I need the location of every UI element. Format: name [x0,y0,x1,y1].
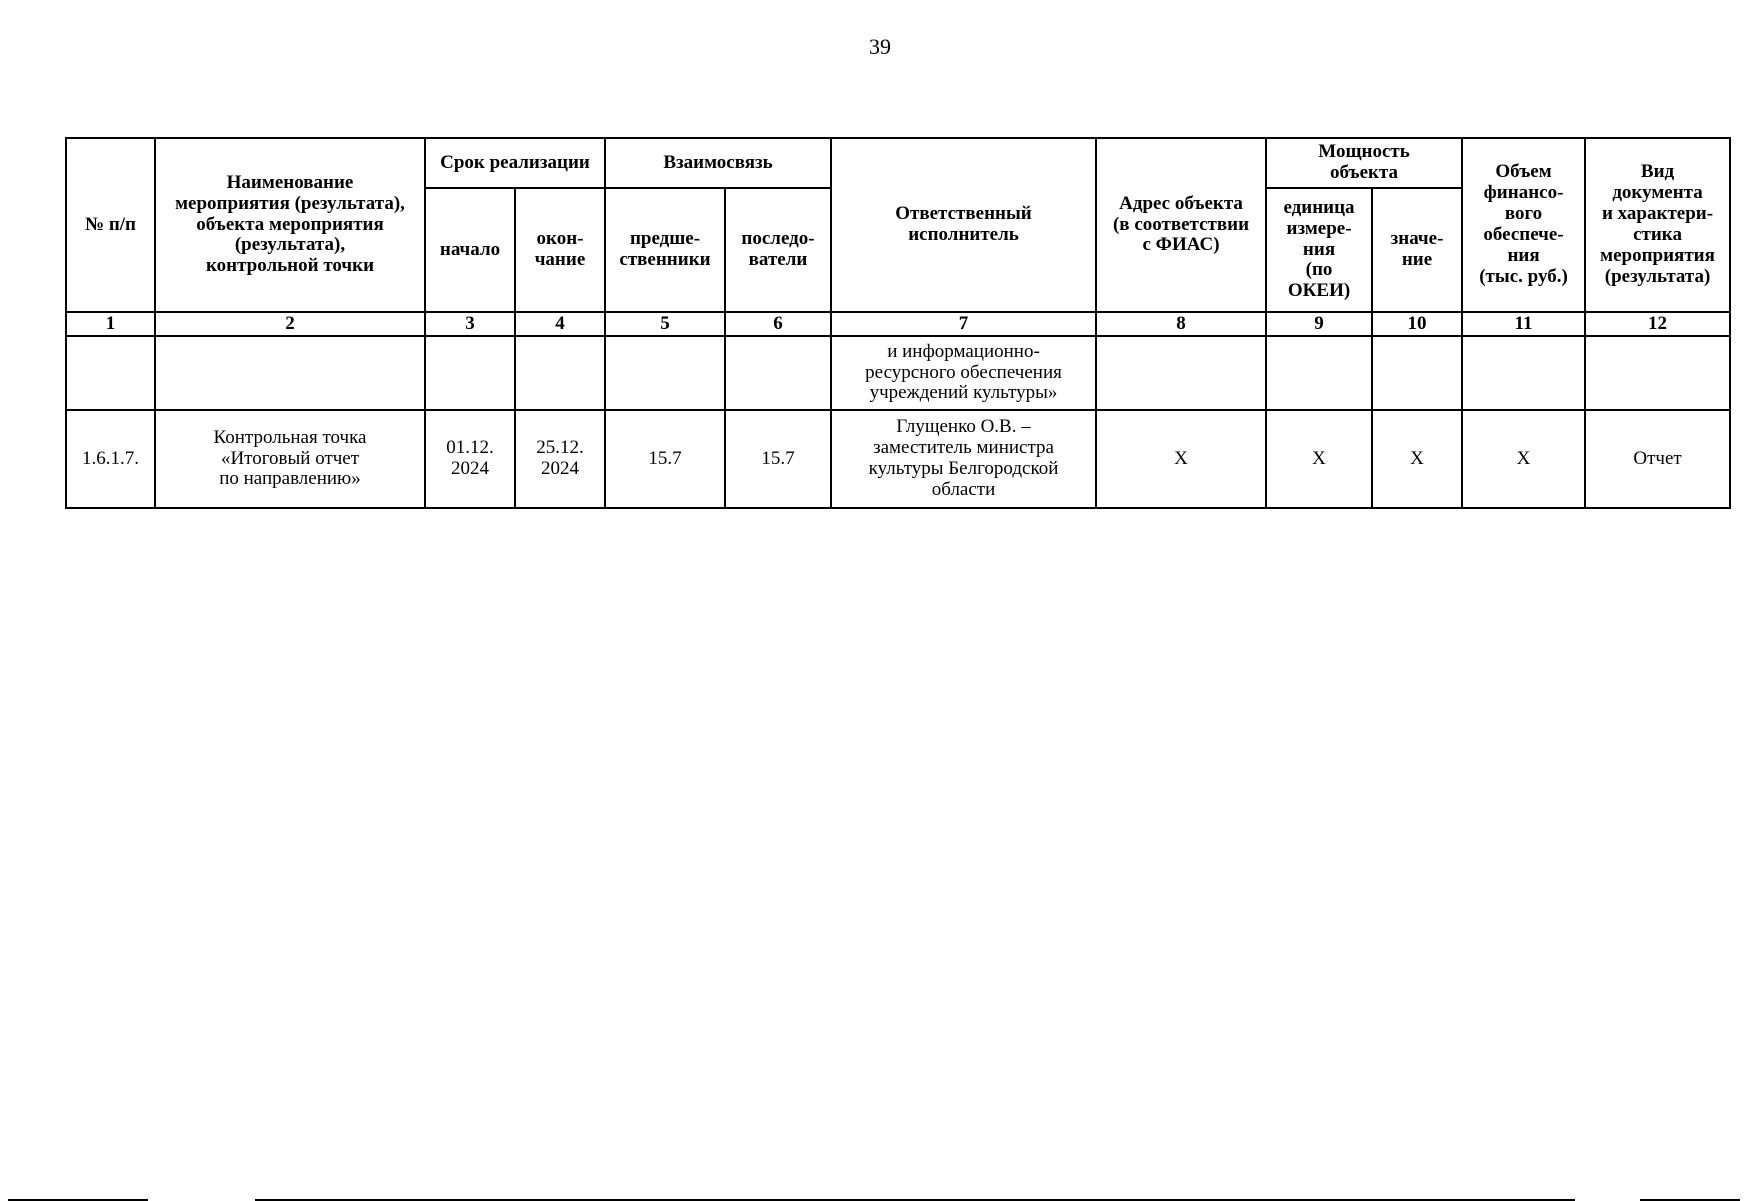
column-number: 11 [1462,312,1585,336]
column-number: 7 [831,312,1096,336]
row-finance: X [1462,410,1585,508]
empty-cell [425,336,515,410]
row-successors: 15.7 [725,410,831,508]
header-no: № п/п [66,138,155,312]
header-rel-next: последо- ватели [725,188,831,312]
column-number: 10 [1372,312,1462,336]
row-end-date: 25.12. 2024 [515,410,605,508]
empty-cell [605,336,725,410]
header-cap-value: значе- ние [1372,188,1462,312]
row-value: X [1372,410,1462,508]
header-row-1 [66,138,1730,188]
column-number: 9 [1266,312,1372,336]
table-row [66,410,1730,508]
empty-cell [725,336,831,410]
column-number: 5 [605,312,725,336]
row-document: Отчет [1585,410,1730,508]
column-number: 8 [1096,312,1266,336]
column-numbers-row [66,312,1730,336]
header-doc: Вид документа и характери- стика мероприятия (результата) [1585,138,1730,312]
header-capacity: Мощность объекта [1266,138,1462,188]
header-cap-unit: единица измере- ния (по ОКЕИ) [1266,188,1372,312]
row-name: Контрольная точка «Итоговый отчет по направлению» [155,410,425,508]
row-predecessors: 15.7 [605,410,725,508]
continuation-row [66,336,1730,410]
page-number: 39 [869,34,891,59]
row-number: 1.6.1.7. [66,410,155,508]
row-executor: Глущенко О.В. – заместитель министра культуры Белгородской области [831,410,1096,508]
header-name: Наименование мероприятия (результата), объекта мероприятия (результата), контрольной точки [155,138,425,312]
header-address: Адрес объекта (в соответствии с ФИАС) [1096,138,1266,312]
empty-cell [1585,336,1730,410]
column-number: 1 [66,312,155,336]
header-term-start: начало [425,188,515,312]
empty-cell [1266,336,1372,410]
empty-cell [515,336,605,410]
column-number: 3 [425,312,515,336]
header-finance: Объем финансо- вого обеспече- ния (тыс. руб.) [1462,138,1585,312]
row-start-date: 01.12. 2024 [425,410,515,508]
column-number: 2 [155,312,425,336]
empty-cell [66,336,155,410]
empty-cell [1462,336,1585,410]
header-term-end: окон- чание [515,188,605,312]
row-unit: X [1266,410,1372,508]
empty-cell [155,336,425,410]
row-address: X [1096,410,1266,508]
empty-cell [1096,336,1266,410]
header-rel-prev: предше- ственники [605,188,725,312]
header-executor: Ответственный исполнитель [831,138,1096,312]
plan-table [65,137,1731,509]
empty-cell [1372,336,1462,410]
column-number: 6 [725,312,831,336]
column-number: 12 [1585,312,1730,336]
column-number: 4 [515,312,605,336]
header-relation: Взаимосвязь [605,138,831,188]
header-term: Срок реализации [425,138,605,188]
continuation-executor-text: и информационно- ресурсного обеспечения учреждений культуры» [831,336,1096,410]
